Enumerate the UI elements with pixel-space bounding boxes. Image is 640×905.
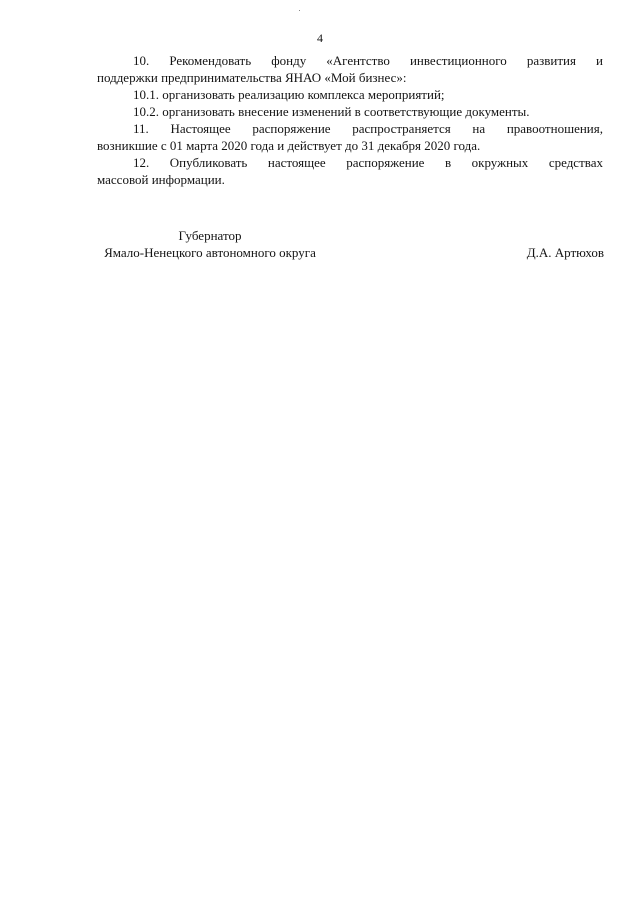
signatory-name: Д.А. Артюхов xyxy=(526,245,604,260)
paragraph-12-line-2: массовой информации. xyxy=(97,172,225,187)
paragraph-10-line-1: 10. Рекомендовать фонду «Агентство инвестиционного развития и xyxy=(133,53,603,68)
paragraph-10-1-text: 10.1. организовать реализацию комплекса мероприятий; xyxy=(133,87,445,102)
paragraph-12 xyxy=(97,154,603,188)
signature-block xyxy=(90,227,604,267)
paragraph-12-line-1: 12. Опубликовать настоящее распоряжение в окружных средствах xyxy=(133,155,603,170)
page-number: 4 xyxy=(317,31,323,45)
paragraph-10 xyxy=(97,52,603,86)
paragraph-10-2 xyxy=(97,103,603,120)
signatory-title: Губернатор xyxy=(178,228,242,243)
scan-artifact xyxy=(299,10,300,11)
paragraph-10-1 xyxy=(97,86,603,103)
signatory-region: Ямало-Ненецкого автономного округа xyxy=(104,245,316,260)
paragraph-10-line-2: поддержки предпринимательства ЯНАО «Мой бизнес»: xyxy=(97,70,407,85)
paragraph-11 xyxy=(97,120,603,154)
paragraph-11-line-1: 11. Настоящее распоряжение распространяется на правоотношения, xyxy=(133,121,603,136)
paragraph-11-line-2: возникшие с 01 марта 2020 года и действует до 31 декабря 2020 года. xyxy=(97,138,481,153)
document-body xyxy=(97,52,603,188)
paragraph-10-2-text: 10.2. организовать внесение изменений в соответствующие документы. xyxy=(133,104,530,119)
